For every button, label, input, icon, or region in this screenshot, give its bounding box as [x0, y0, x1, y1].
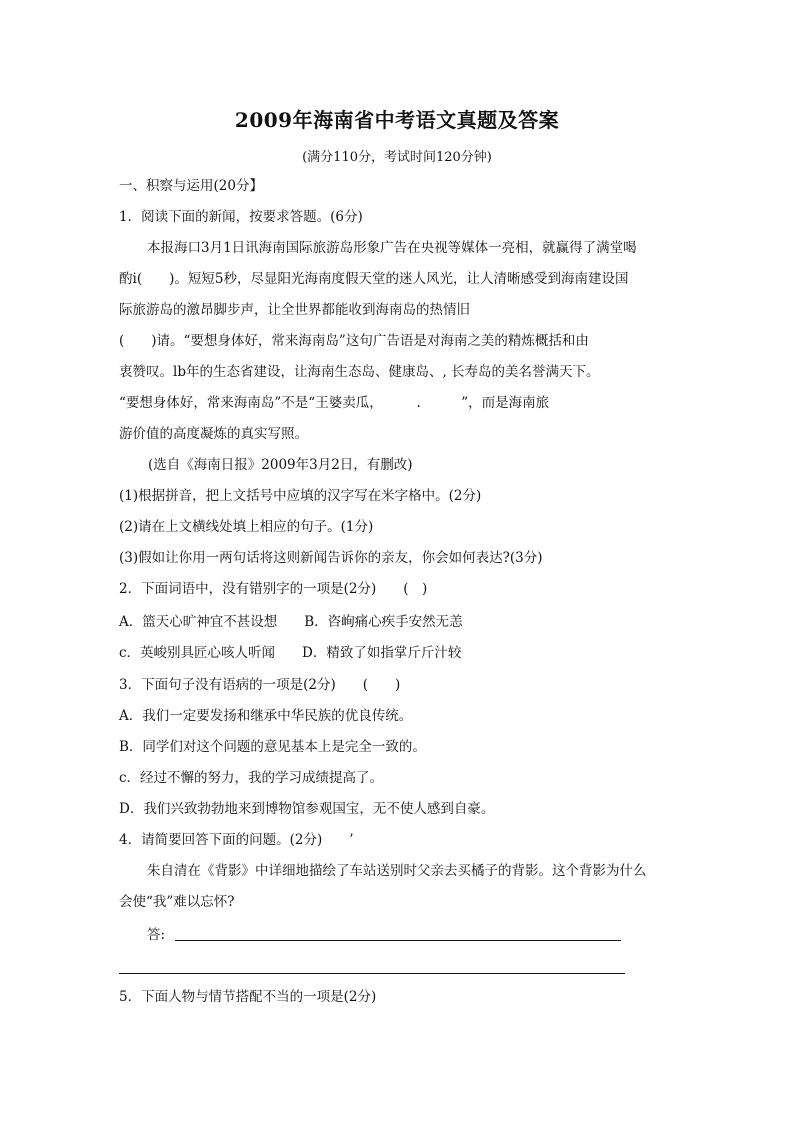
answer-line	[175, 940, 621, 941]
passage-line: “要想身体好，常来海南岛”不是“王婆卖瓜， . ”，而是海南旅	[119, 395, 550, 411]
passage-line: 衷赞叹。lb年的生态省建设，让海南生态岛、健康岛、, 长寿岛的美名誉满天下。	[119, 364, 600, 380]
passage-line: 游价值的高度凝炼的真实写照。	[119, 426, 308, 442]
sub-question: (2)请在上文横线处填上相应的句子。(1分)	[119, 519, 374, 535]
page-title: 2009年海南省中考语文真题及答案	[234, 108, 560, 132]
answer-label: 答:	[147, 927, 166, 943]
source-note: (选自《海南日报》2009年3月2日，有删改)	[148, 457, 413, 473]
question-3: 3．下面句子没有语病的一项是(2分) ( )	[119, 677, 401, 693]
passage-line: 本报海口3月1日讯海南国际旅游岛形象广告在央视等媒体一亮相，就赢得了满堂喝	[147, 240, 637, 256]
option-line: B．同学们对这个问题的意见基本上是完全一致的。	[119, 739, 426, 755]
option-line: A．我们一定要发扬和继承中华民族的优良传统。	[119, 708, 413, 724]
question-2: 2．下面词语中，没有错别字的一项是(2分) ( )	[119, 581, 428, 597]
question-4: 4．请简要回答下面的问题。(2分) ’	[119, 832, 354, 848]
option-line: c．经过不懈的努力，我的学习成绩提高了。	[119, 770, 384, 786]
option-line: c．英峻别具匠心咳人听闻 D．精致了如指掌斤斤汁较	[119, 645, 462, 661]
passage-line: 酌i( )。短短5秒，尽显阳光海南度假天堂的迷人风光，让人清晰感受到海南建设国	[119, 271, 629, 287]
section-heading: 一、积察与运用(20分】	[119, 178, 263, 194]
option-line: D．我们兴致勃勃地来到博物馆参观国宝，无不使人感到自豪。	[119, 801, 495, 817]
page-subtitle: (满分110分，考试时间120分钟)	[302, 150, 492, 165]
sub-question: (1)根据拼音，把上文括号中应填的汉字写在米字格中。(2分)	[119, 488, 482, 504]
passage-line: 会使“我”难以忘怀?	[119, 894, 235, 910]
sub-question: (3)假如让你用一两句话将这则新闻告诉你的亲友，你会如何表达?(3分)	[119, 550, 543, 566]
question-1: 1．阅读下面的新闻，按要求答题。(6分)	[119, 209, 363, 225]
option-line: A．篮天心旷神宜不甚设想 B．咨峋痛心疾手安然无恙	[119, 614, 463, 630]
passage-line: 际旅游岛的激昂脚步声，让全世界都能收到海南岛的热情旧	[119, 302, 470, 318]
question-5: 5．下面人物与情节搭配不当的一项是(2分)	[119, 989, 377, 1005]
answer-line	[119, 973, 625, 974]
passage-line: ( )请。“要想身体好，常来海南岛”这句广告语是对海南之美的精炼概括和由	[119, 333, 589, 349]
passage-line: 朱自清在《背影》中详细地描绘了车站送别时父亲去买橘子的背影。这个背影为什么	[147, 863, 647, 879]
